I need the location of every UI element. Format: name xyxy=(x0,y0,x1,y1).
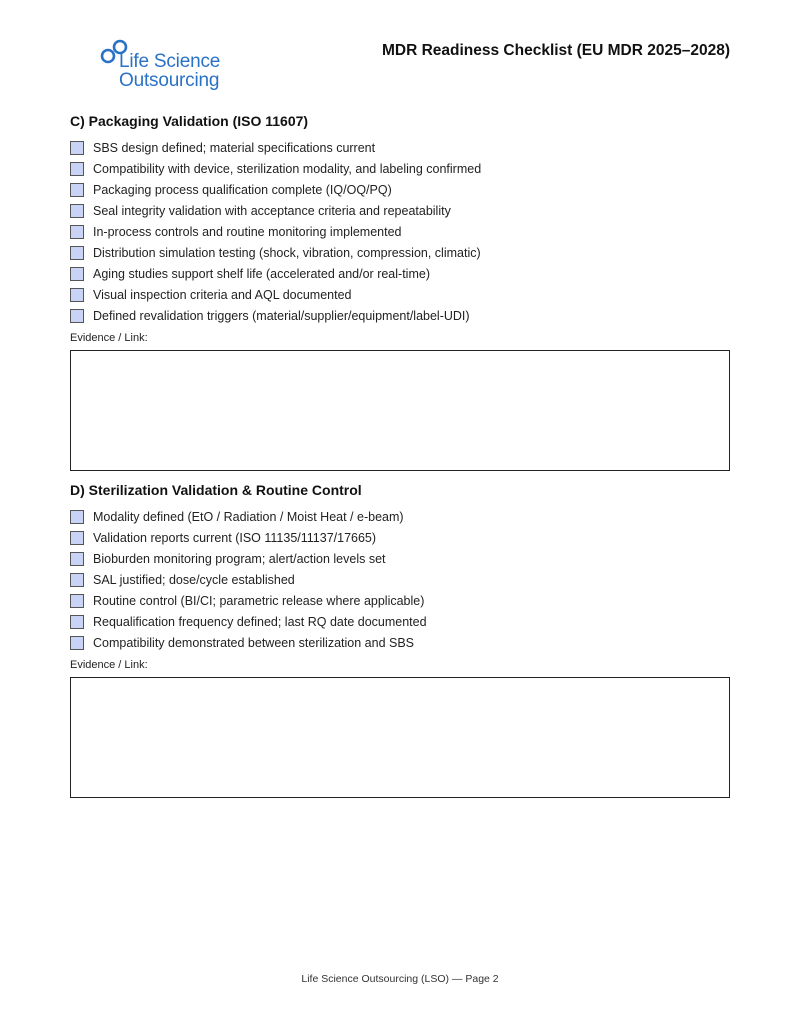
checkbox[interactable] xyxy=(70,225,84,239)
checklist-item-label: Visual inspection criteria and AQL documented xyxy=(93,287,352,302)
checklist-item xyxy=(70,305,481,326)
checklist-item xyxy=(70,242,481,263)
checklist-item-label: Modality defined (EtO / Radiation / Moist Heat / e-beam) xyxy=(93,509,404,524)
checklist-item-label: Distribution simulation testing (shock, vibration, compression, climatic) xyxy=(93,245,481,260)
checklist-item xyxy=(70,506,427,527)
checkbox[interactable] xyxy=(70,636,84,650)
checklist-item xyxy=(70,263,481,284)
checklist-item xyxy=(70,179,481,200)
checklist-item-label: Requalification frequency defined; last RQ date documented xyxy=(93,614,427,629)
evidence-label: Evidence / Link: xyxy=(70,332,148,344)
checklist-item xyxy=(70,611,427,632)
checkbox[interactable] xyxy=(70,288,84,302)
checklist-item xyxy=(70,590,427,611)
checkbox[interactable] xyxy=(70,552,84,566)
checklist-item-label: Validation reports current (ISO 11135/11137/17665) xyxy=(93,530,377,545)
checkbox[interactable] xyxy=(70,246,84,260)
checklist-item-label: Packaging process qualification complete (IQ/OQ/PQ) xyxy=(93,182,392,197)
logo-text-line1: Life Science xyxy=(119,51,221,72)
checkbox[interactable] xyxy=(70,183,84,197)
checklist-item-label: SAL justified; dose/cycle established xyxy=(93,572,295,587)
checkbox[interactable] xyxy=(70,615,84,629)
checklist-item xyxy=(70,284,481,305)
logo-text-line2: Outsourcing xyxy=(119,70,220,91)
checkbox[interactable] xyxy=(70,510,84,524)
section-heading-packaging: C) Packaging Validation (ISO 11607) xyxy=(70,113,309,129)
evidence-label: Evidence / Link: xyxy=(70,659,148,671)
checklist-item-label: SBS design defined; material specifications current xyxy=(93,140,376,155)
checkbox[interactable] xyxy=(70,531,84,545)
checkbox[interactable] xyxy=(70,267,84,281)
checklist-item-label: Routine control (BI/CI; parametric release where applicable) xyxy=(93,593,425,608)
checkbox[interactable] xyxy=(70,204,84,218)
checklist-item-label: Compatibility with device, sterilization modality, and labeling confirmed xyxy=(93,161,482,176)
checklist-item-label: Defined revalidation triggers (material/supplier/equipment/label-UDI) xyxy=(93,308,470,323)
checklist-item xyxy=(70,548,427,569)
evidence-field-packaging[interactable] xyxy=(70,350,730,471)
checklist-item xyxy=(70,158,481,179)
checklist-item-label: Bioburden monitoring program; alert/action levels set xyxy=(93,551,386,566)
checklist-item xyxy=(70,632,427,653)
checklist-item xyxy=(70,221,481,242)
document-title: MDR Readiness Checklist (EU MDR 2025–2028) xyxy=(381,42,730,59)
checklist-sterilization xyxy=(70,506,427,653)
evidence-field-sterilization[interactable] xyxy=(70,677,730,798)
checklist-item xyxy=(70,137,481,158)
checklist-item xyxy=(70,569,427,590)
checkbox[interactable] xyxy=(70,309,84,323)
checkbox[interactable] xyxy=(70,162,84,176)
checklist-item xyxy=(70,200,481,221)
company-logo xyxy=(98,37,228,91)
checklist-packaging xyxy=(70,137,481,326)
checklist-item xyxy=(70,527,427,548)
checkbox[interactable] xyxy=(70,594,84,608)
checklist-item-label: Seal integrity validation with acceptance criteria and repeatability xyxy=(93,203,451,218)
checklist-item-label: Compatibility demonstrated between sterilization and SBS xyxy=(93,635,415,650)
checkbox[interactable] xyxy=(70,141,84,155)
checkbox[interactable] xyxy=(70,573,84,587)
checklist-item-label: Aging studies support shelf life (accelerated and/or real-time) xyxy=(93,266,430,281)
checklist-item-label: In-process controls and routine monitoring implemented xyxy=(93,224,402,239)
section-heading-sterilization: D) Sterilization Validation & Routine Control xyxy=(70,482,362,498)
page-footer: Life Science Outsourcing (LSO) — Page 2 xyxy=(301,973,499,985)
